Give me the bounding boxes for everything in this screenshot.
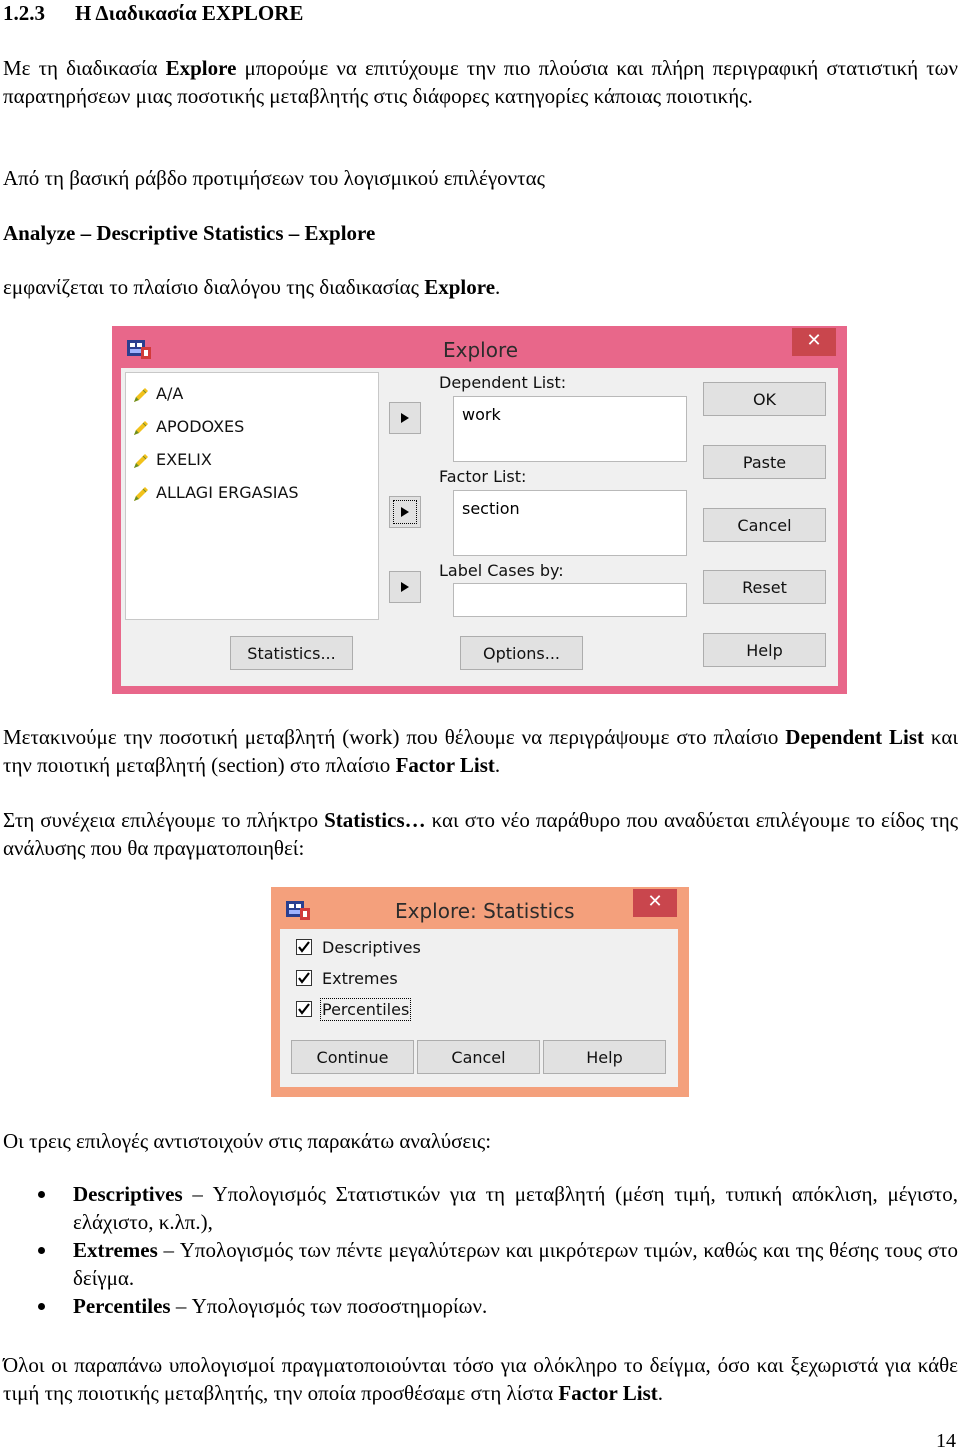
statistics-button[interactable]: Statistics... — [230, 636, 353, 670]
percentiles-label: Percentiles — [322, 1000, 410, 1019]
move-text-e: . — [494, 753, 501, 777]
move-text-factor: Factor List — [395, 753, 495, 777]
intro-paragraph — [3, 54, 958, 110]
ok-button[interactable]: OK — [703, 382, 826, 416]
variable-label: APODOXES — [156, 417, 245, 436]
page-number: 14 — [936, 1430, 956, 1452]
options-intro-paragraph: Οι τρεις επιλογές αντιστοιχούν στις παρακάτω αναλύσεις: — [3, 1129, 492, 1153]
descriptives-checkbox[interactable] — [296, 939, 312, 955]
explore-dialog-title: Explore — [443, 338, 519, 362]
section-number: 1.2.3 — [3, 1, 45, 25]
intro-text-bold: Explore — [165, 56, 237, 80]
dialog-intro-text-bold: Explore — [424, 275, 496, 299]
label-cases-label: Label Cases by: — [439, 561, 564, 580]
move-text-c: και την ποιοτική μεταβλητή (section) στο πλαίσιο — [3, 725, 958, 777]
options-button[interactable]: Options... — [460, 636, 583, 670]
statistics-dialog-body — [280, 929, 678, 1087]
bullet-text: – Υπολογισμός των ποσοστημορίων. — [170, 1294, 488, 1318]
variable-label: ALLAGI ERGASIAS — [156, 483, 299, 502]
descriptives-checkbox-row[interactable] — [296, 936, 421, 960]
spss-app-icon — [285, 899, 311, 921]
stats-text-c: και στο νέο παράθυρο που αναδύεται επιλέγουμε το είδος της ανάλυσης που θα πραγματοποιηθεί: — [3, 808, 959, 860]
bullet-dot — [38, 1247, 45, 1254]
scale-variable-icon — [132, 419, 150, 437]
section-heading — [3, 0, 303, 26]
dependent-list-label: Dependent List: — [439, 373, 567, 392]
reset-button[interactable]: Reset — [703, 570, 826, 604]
dialog-intro-paragraph — [3, 273, 958, 301]
list-item — [0, 1180, 958, 1236]
closing-text-bold: Factor List — [558, 1381, 658, 1405]
variable-item[interactable] — [132, 416, 244, 438]
variable-label: EXELIX — [156, 450, 212, 469]
bullet-term: Percentiles — [73, 1294, 171, 1318]
explore-dialog-body — [121, 368, 838, 686]
percentiles-checkbox[interactable] — [296, 1001, 312, 1017]
label-cases-field[interactable] — [453, 583, 687, 617]
statistics-close-button[interactable]: ✕ — [633, 889, 677, 917]
bullet-dot — [38, 1191, 45, 1198]
menu-intro-paragraph: Από τη βασική ράβδο προτιμήσεων του λογισμικού επιλέγοντας — [3, 166, 545, 190]
bullet-text: – Υπολογισμός Στατιστικών για τη μεταβλητή (μέση τιμή, τυπική απόκλιση, μέγιστο, ελάχιστο, κ.λπ.), — [73, 1182, 958, 1234]
move-to-label-button[interactable] — [389, 571, 421, 603]
intro-text-c: μπορούμε να επιτύχουμε την πιο πλούσια και πλήρη περιγραφική στατιστική των παρατηρήσεων μιας ποσοτικής μεταβλητής στις διάφορες κατηγορίες κάποιας ποιοτικής. — [3, 56, 958, 108]
cancel-button[interactable]: Cancel — [703, 508, 826, 542]
bullet-term: Extremes — [73, 1238, 158, 1262]
menu-path: Analyze – Descriptive Statistics – Explore — [3, 221, 376, 245]
factor-list-label: Factor List: — [439, 467, 527, 486]
extremes-checkbox-row[interactable] — [296, 967, 398, 991]
bullet-text: – Υπολογισμός των πέντε μεγαλύτερων και μικρότερων τιμών, καθώς και της θέσης τους στο δείγμα. — [73, 1238, 958, 1290]
move-to-factor-button[interactable] — [389, 496, 421, 528]
stats-text-a: Στη συνέχεια επιλέγουμε το πλήκτρο — [3, 808, 325, 832]
section-title: Η Διαδικασία EXPLORE — [75, 1, 304, 25]
extremes-checkbox[interactable] — [296, 970, 312, 986]
move-text-a: Μετακινούμε την ποσοτική μεταβλητή (work) που θέλουμε να περιγράψουμε στο πλαίσιο — [3, 725, 786, 749]
explore-close-button[interactable]: ✕ — [792, 328, 836, 356]
source-variable-list[interactable] — [125, 372, 379, 620]
move-variables-paragraph — [3, 723, 958, 779]
intro-text-a: Με τη διαδικασία — [3, 56, 166, 80]
variable-item[interactable] — [132, 449, 212, 471]
closing-paragraph — [3, 1351, 958, 1407]
closing-text-a: Όλοι οι παραπάνω υπολογισμοί πραγματοποιούνται τόσο για ολόκληρο το δείγμα, όσο και ξεχωριστά για κάθε τιμή της ποιοτικής μεταβλητής, την οποία προσθέσαμε στη λίστα — [3, 1353, 958, 1405]
percentiles-checkbox-row[interactable] — [296, 998, 409, 1022]
variable-item[interactable] — [132, 383, 183, 405]
scale-variable-icon — [132, 452, 150, 470]
closing-text-c: . — [657, 1381, 663, 1405]
list-item — [0, 1236, 958, 1292]
help-button[interactable]: Help — [703, 633, 826, 667]
descriptives-label: Descriptives — [322, 938, 421, 957]
move-text-dependent: Dependent List — [785, 725, 925, 749]
scale-variable-icon — [132, 485, 150, 503]
bullet-dot — [38, 1303, 45, 1310]
bullet-term: Descriptives — [73, 1182, 183, 1206]
analysis-list — [0, 1180, 958, 1320]
dialog-intro-text-a: εμφανίζεται το πλαίσιο διαλόγου της διαδικασίας — [3, 275, 425, 299]
factor-list-field[interactable]: section — [453, 490, 687, 556]
continue-button[interactable]: Continue — [291, 1040, 414, 1074]
paste-button[interactable]: Paste — [703, 445, 826, 479]
variable-item[interactable] — [132, 482, 299, 504]
list-item — [0, 1292, 958, 1320]
statistics-paragraph — [3, 806, 958, 862]
cancel-button[interactable]: Cancel — [417, 1040, 540, 1074]
extremes-label: Extremes — [322, 969, 398, 988]
explore-dialog — [112, 326, 847, 694]
spss-app-icon — [126, 338, 152, 360]
move-to-dependent-button[interactable] — [389, 402, 421, 434]
stats-text-bold: Statistics… — [324, 808, 426, 832]
statistics-dialog-title: Explore: Statistics — [395, 899, 575, 923]
dependent-list-field[interactable]: work — [453, 396, 687, 462]
explore-statistics-dialog — [271, 887, 689, 1097]
scale-variable-icon — [132, 386, 150, 404]
variable-label: A/A — [156, 384, 184, 403]
help-button[interactable]: Help — [543, 1040, 666, 1074]
dialog-intro-text-c: . — [495, 275, 501, 299]
